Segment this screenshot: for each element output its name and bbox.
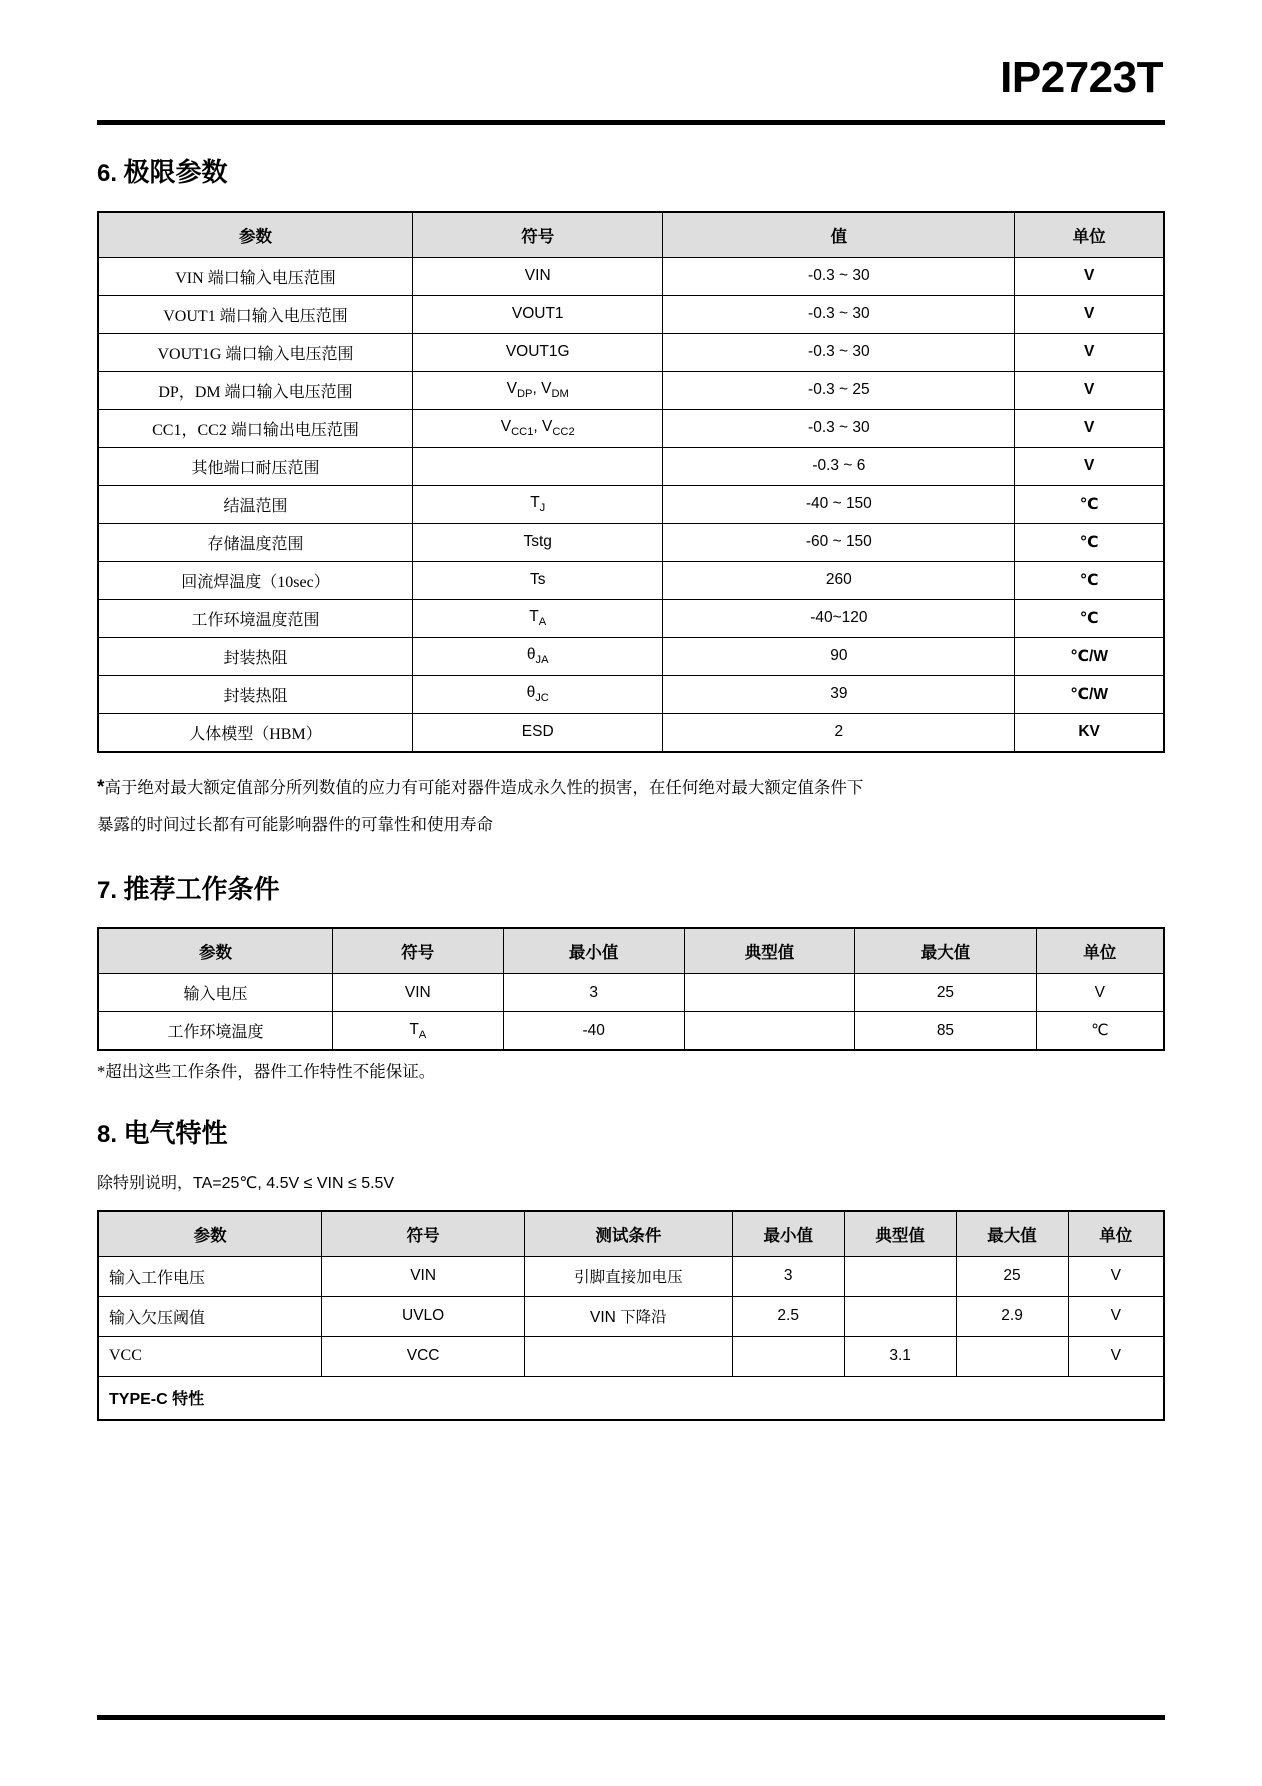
column-header-symbol: 符号 <box>412 212 663 258</box>
cell-symbol: $T_J$ <box>412 485 663 523</box>
cell-value: -0.3 ~ 25 <box>663 371 1015 409</box>
cell-max: 25 <box>956 1256 1068 1296</box>
cell-value: -40 ~ 150 <box>663 485 1015 523</box>
table-row <box>98 1336 1164 1376</box>
cell-value: 260 <box>663 561 1015 599</box>
cell-symbol: $V_{DP}$, $V_{DM}$ <box>412 371 663 409</box>
cell-parameter: 工作环境温度 <box>98 1012 333 1051</box>
table-row <box>98 371 1164 409</box>
cell-symbol: VIN <box>333 974 504 1012</box>
cell-symbol <box>412 447 663 485</box>
header-divider <box>97 120 1165 125</box>
table-row <box>98 333 1164 371</box>
cell-parameter: 输入电压 <box>98 974 333 1012</box>
cell-value: 90 <box>663 637 1015 675</box>
column-header-symbol: 符号 <box>322 1211 525 1257</box>
cell-parameter: VCC <box>98 1336 322 1376</box>
cell-symbol: UVLO <box>322 1296 525 1336</box>
table-group-row <box>98 1376 1164 1420</box>
table-row <box>98 523 1164 561</box>
cell-symbol: Tstg <box>412 523 663 561</box>
table-row <box>98 447 1164 485</box>
cell-unit: V <box>1068 1336 1164 1376</box>
cell-symbol: $T_A$ <box>412 599 663 637</box>
section-number-7: 7. <box>97 876 118 904</box>
section-title-6: 极限参数 <box>123 158 228 187</box>
note-line-2: 暴露的时间过长都有可能影响器件的可靠性和使用寿命 <box>97 814 493 834</box>
cell-parameter: 回流焊温度（10sec） <box>98 561 412 599</box>
cell-unit: KV <box>1015 713 1164 752</box>
cell-min: -40 <box>503 1012 684 1051</box>
table-header-row <box>98 212 1164 258</box>
column-header-parameter: 参数 <box>98 212 412 258</box>
cell-symbol: $\theta_{JC}$ <box>412 675 663 713</box>
column-header-max: 最大值 <box>956 1211 1068 1257</box>
cell-parameter: VOUT1 端口输入电压范围 <box>98 295 412 333</box>
cell-symbol: VCC <box>322 1336 525 1376</box>
section-title-7: 推荐工作条件 <box>123 874 280 904</box>
section-number-6: 6. <box>97 160 118 187</box>
cell-parameter: 封装热阻 <box>98 675 412 713</box>
cell-unit: V <box>1068 1256 1164 1296</box>
cell-min: 2.5 <box>732 1296 844 1336</box>
cell-symbol: $V_{CC1}$, $V_{CC2}$ <box>412 409 663 447</box>
cell-unit: V <box>1015 371 1164 409</box>
column-header-symbol: 符号 <box>333 928 504 974</box>
column-header-parameter: 参数 <box>98 1211 322 1257</box>
table-row <box>98 713 1164 752</box>
table-header-row <box>98 928 1164 974</box>
cell-value: 2 <box>663 713 1015 752</box>
table-row <box>98 637 1164 675</box>
electrical-characteristics-table <box>97 1210 1165 1421</box>
column-header-parameter: 参数 <box>98 928 333 974</box>
table-row <box>98 257 1164 295</box>
cell-max: 2.9 <box>956 1296 1068 1336</box>
cell-parameter: 输入工作电压 <box>98 1256 322 1296</box>
cell-symbol: VIN <box>322 1256 525 1296</box>
cell-value: -40~120 <box>663 599 1015 637</box>
column-header-unit: 单位 <box>1068 1211 1164 1257</box>
table-row <box>98 1012 1164 1051</box>
cell-symbol: ESD <box>412 713 663 752</box>
table-row <box>98 485 1164 523</box>
cell-unit: ℃/W <box>1015 675 1164 713</box>
cell-value: -0.3 ~ 30 <box>663 295 1015 333</box>
electrical-characteristics-conditions: 除特别说明，TA=25℃, 4.5V ≤ VIN ≤ 5.5V <box>97 1174 395 1192</box>
cell-unit: V <box>1015 447 1164 485</box>
cell-group-label: TYPE-C 特性 <box>98 1376 1164 1420</box>
cell-parameter: 封装热阻 <box>98 637 412 675</box>
page-header <box>97 0 1165 100</box>
cell-unit: ℃/W <box>1015 637 1164 675</box>
table-row <box>98 409 1164 447</box>
column-header-unit: 单位 <box>1036 928 1164 974</box>
absolute-maximum-ratings-table <box>97 211 1165 753</box>
cell-min: 3 <box>732 1256 844 1296</box>
section-heading-7 <box>97 874 1165 906</box>
table-row <box>98 1296 1164 1336</box>
cell-unit: ℃ <box>1015 523 1164 561</box>
absolute-max-note <box>97 769 1165 842</box>
table-row <box>98 561 1164 599</box>
column-header-unit: 单位 <box>1015 212 1164 258</box>
cell-value: 39 <box>663 675 1015 713</box>
table-row <box>98 295 1164 333</box>
cell-symbol: $T_A$ <box>333 1012 504 1051</box>
cell-condition: 引脚直接加电压 <box>524 1256 732 1296</box>
column-header-value: 值 <box>663 212 1015 258</box>
cell-parameter: 结温范围 <box>98 485 412 523</box>
cell-parameter: 存储温度范围 <box>98 523 412 561</box>
cell-value: -0.3 ~ 6 <box>663 447 1015 485</box>
cell-condition <box>524 1336 732 1376</box>
cell-typ <box>844 1256 956 1296</box>
cell-symbol: $\theta_{JA}$ <box>412 637 663 675</box>
cell-unit: ℃ <box>1015 485 1164 523</box>
cell-parameter: 其他端口耐压范围 <box>98 447 412 485</box>
cell-unit: V <box>1036 974 1164 1012</box>
cell-unit: ℃ <box>1015 561 1164 599</box>
cell-value: -0.3 ~ 30 <box>663 257 1015 295</box>
cell-typ: 3.1 <box>844 1336 956 1376</box>
cell-parameter: 输入欠压阈值 <box>98 1296 322 1336</box>
section-number-8: 8. <box>97 1120 118 1148</box>
section-heading-8 <box>97 1118 1165 1150</box>
cell-value: -0.3 ~ 30 <box>663 409 1015 447</box>
cell-symbol: VIN <box>412 257 663 295</box>
section-title-8: 电气特性 <box>123 1118 228 1148</box>
footer-divider <box>97 1715 1165 1720</box>
column-header-typ: 典型值 <box>684 928 855 974</box>
cell-parameter: VIN 端口输入电压范围 <box>98 257 412 295</box>
cell-min: 3 <box>503 974 684 1012</box>
cell-unit: V <box>1015 295 1164 333</box>
cell-parameter: CC1，CC2 端口输出电压范围 <box>98 409 412 447</box>
table-row <box>98 1256 1164 1296</box>
note-asterisk: * <box>97 776 105 798</box>
column-header-max: 最大值 <box>855 928 1036 974</box>
column-header-typ: 典型值 <box>844 1211 956 1257</box>
cell-symbol: Ts <box>412 561 663 599</box>
cell-typ <box>844 1296 956 1336</box>
table-row <box>98 974 1164 1012</box>
table-row <box>98 675 1164 713</box>
cell-symbol: VOUT1G <box>412 333 663 371</box>
cell-value: -0.3 ~ 30 <box>663 333 1015 371</box>
cell-unit: ℃ <box>1015 599 1164 637</box>
cell-unit: ℃ <box>1036 1012 1164 1051</box>
cell-max: 85 <box>855 1012 1036 1051</box>
cell-parameter: DP，DM 端口输入电压范围 <box>98 371 412 409</box>
cell-unit: V <box>1068 1296 1164 1336</box>
cell-typ <box>684 974 855 1012</box>
table-header-row <box>98 1211 1164 1257</box>
recommended-operating-conditions-table <box>97 927 1165 1051</box>
cell-unit: V <box>1015 257 1164 295</box>
cell-min <box>732 1336 844 1376</box>
cell-symbol: VOUT1 <box>412 295 663 333</box>
cell-parameter: VOUT1G 端口输入电压范围 <box>98 333 412 371</box>
cell-condition: VIN 下降沿 <box>524 1296 732 1336</box>
cell-parameter: 人体模型（HBM） <box>98 713 412 752</box>
column-header-min: 最小值 <box>732 1211 844 1257</box>
cell-max <box>956 1336 1068 1376</box>
section-heading-6 <box>97 157 1165 189</box>
cell-value: -60 ~ 150 <box>663 523 1015 561</box>
table-row <box>98 599 1164 637</box>
note-line-1: 高于绝对最大额定值部分所列数值的应力有可能对器件造成永久性的损害，在任何绝对最大额定值条件下 <box>104 777 864 797</box>
cell-unit: V <box>1015 333 1164 371</box>
cell-parameter: 工作环境温度范围 <box>98 599 412 637</box>
cell-typ <box>684 1012 855 1051</box>
cell-unit: V <box>1015 409 1164 447</box>
column-header-condition: 测试条件 <box>524 1211 732 1257</box>
column-header-min: 最小值 <box>503 928 684 974</box>
cell-max: 25 <box>855 974 1036 1012</box>
part-number-title: IP2723T <box>1000 53 1163 102</box>
recommended-conditions-note: *超出这些工作条件，器件工作特性不能保证。 <box>97 1062 436 1082</box>
